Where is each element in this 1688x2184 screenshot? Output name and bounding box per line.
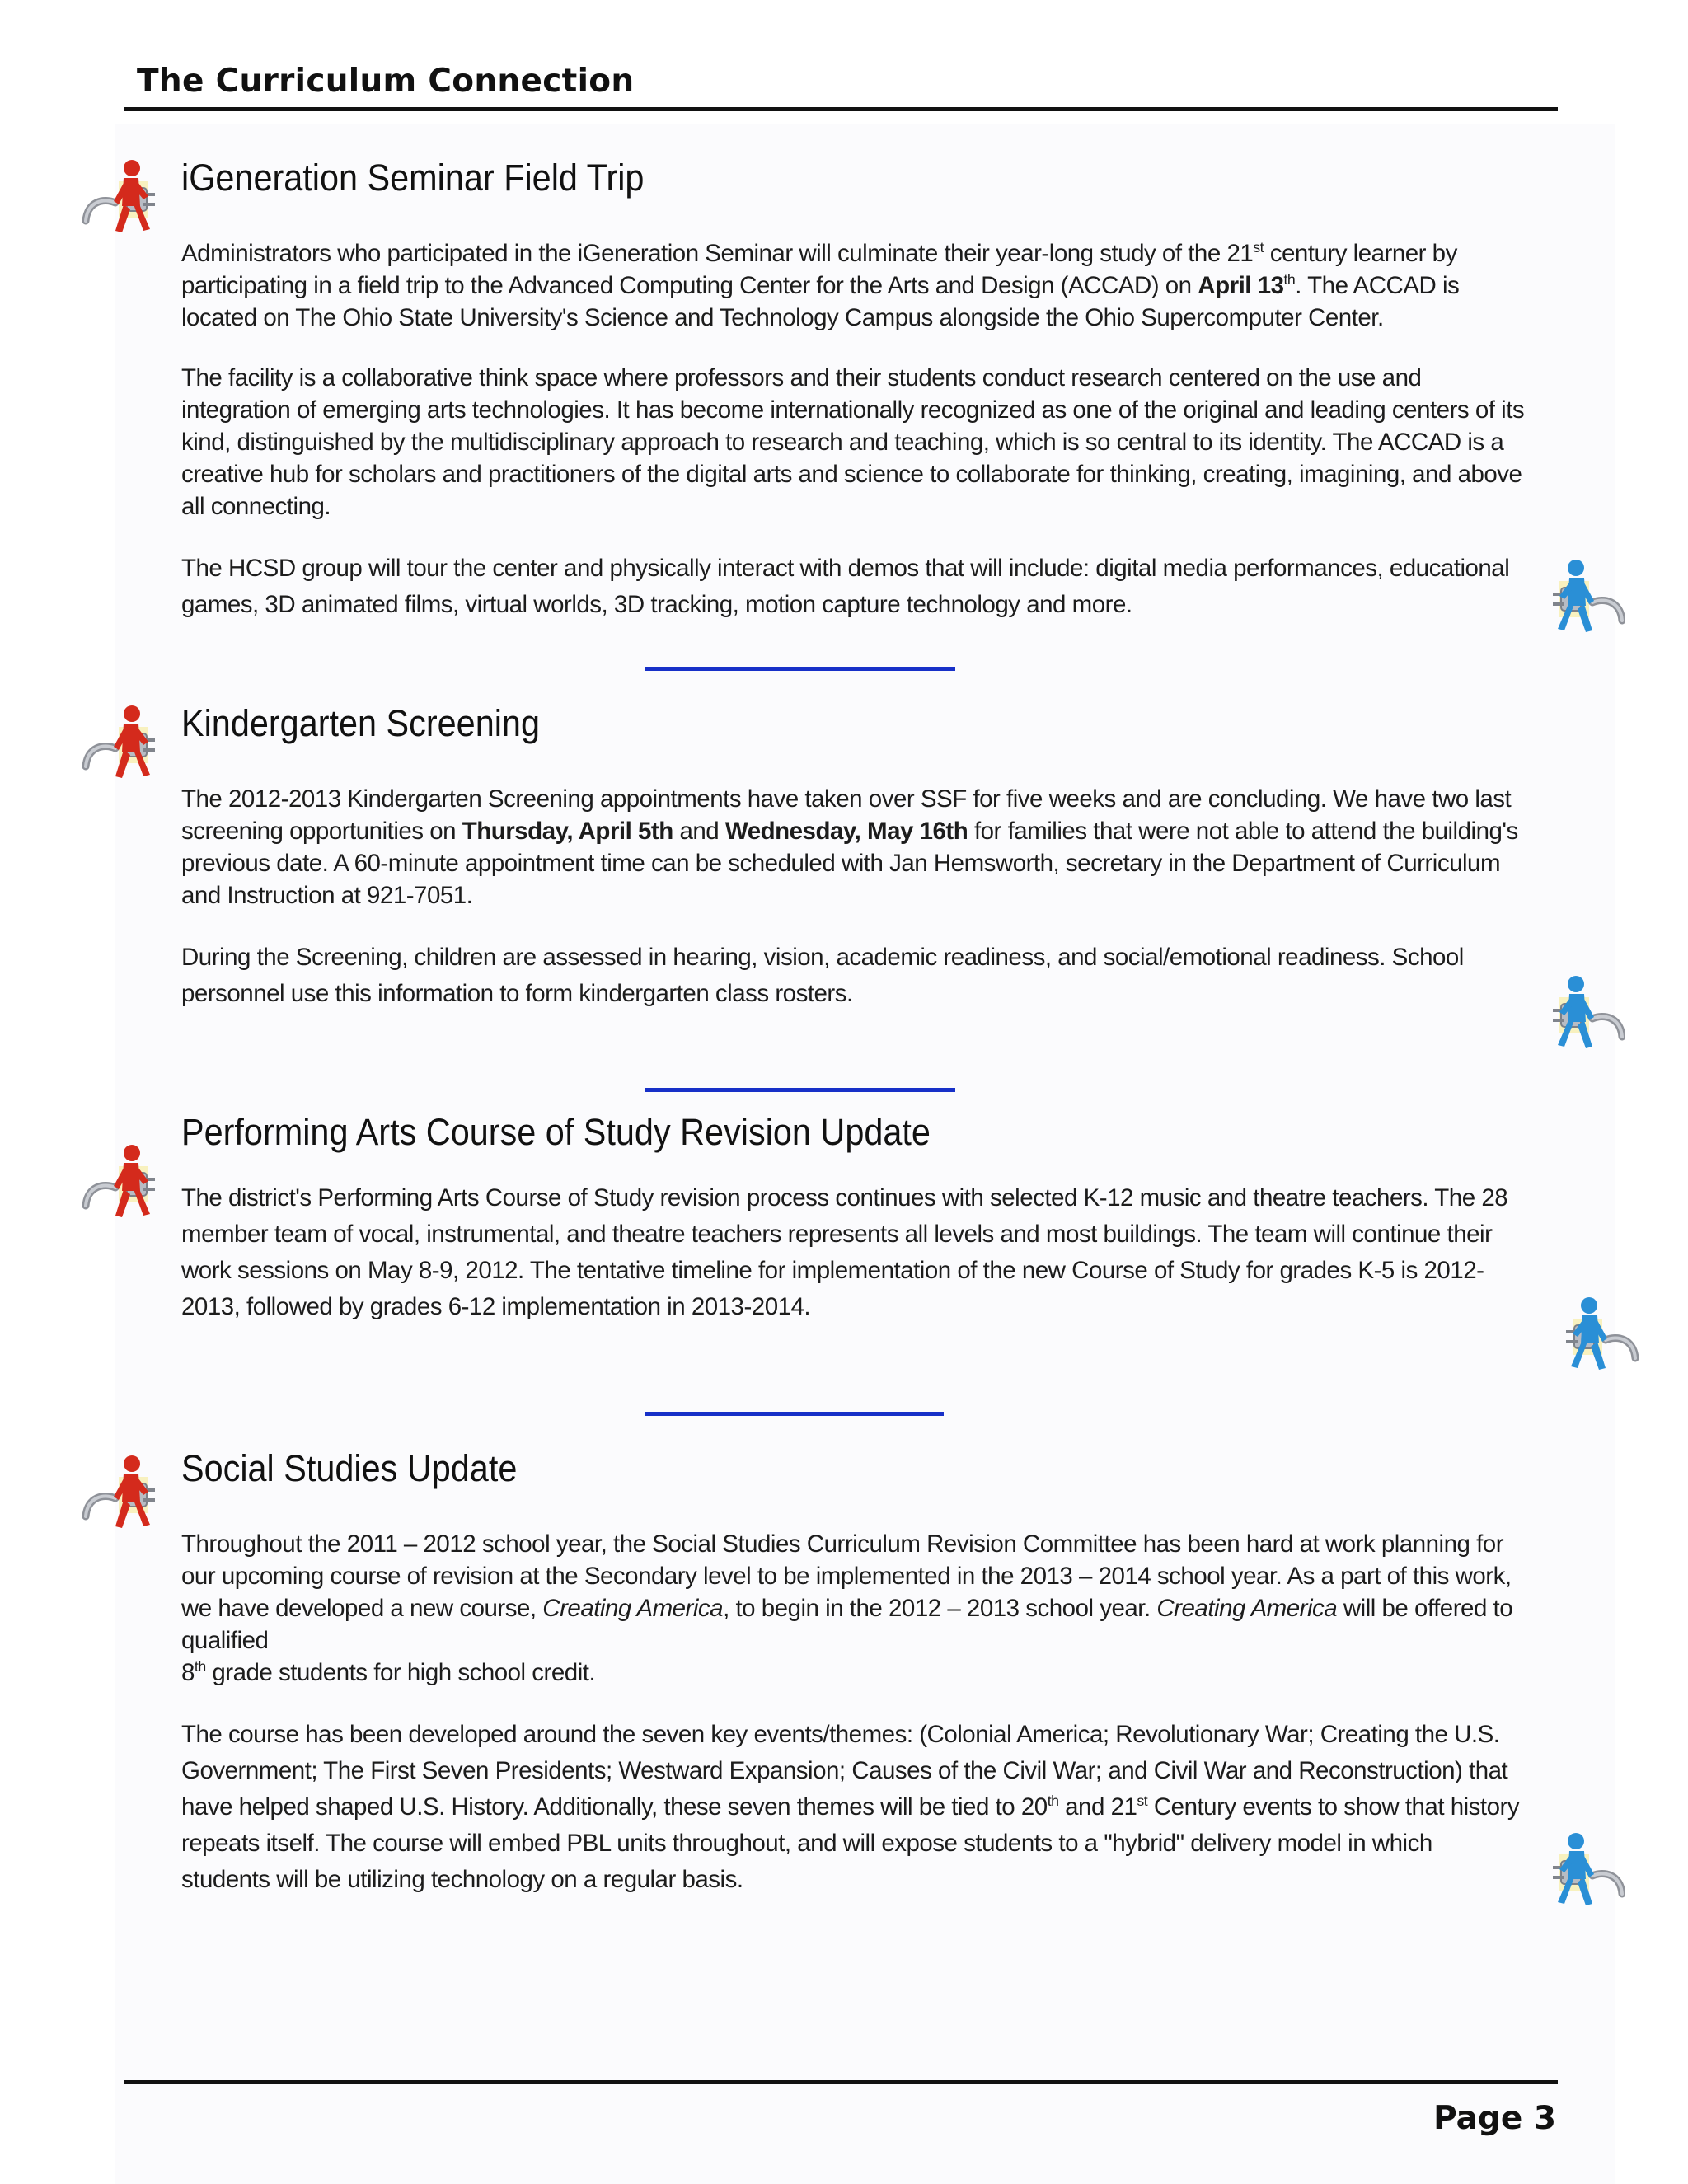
article-igeneration: [181, 157, 1525, 651]
article-title: Performing Arts Course of Study Revision Update: [181, 1111, 931, 1153]
blue-figure-plug-icon: [1535, 1830, 1625, 1920]
red-figure-plug-icon: [82, 702, 173, 793]
article-title: iGeneration Seminar Field Trip: [181, 157, 645, 199]
article-paragraph: Administrators who participated in the iGeneration Seminar will culminate their year-long study of the 21st century learner by participating in a field trip to the Advanced Computing Center for the Arts and Design (ACCAD) on April 13th. The ACCAD is located on The Ohio State University's Science and Technology Campus alongside the Ohio Supercomputer Center.: [181, 239, 1460, 331]
section-divider: [645, 667, 955, 671]
section-divider: [645, 1088, 955, 1092]
blue-figure-plug-icon: [1535, 556, 1625, 647]
article-paragraph: The course has been developed around the seven key events/themes: (Colonial America; Revolutionary War; Creating the U.S. Government; The First Seven Presidents; Westward Expansion; Causes of the Civil War; and Civil War and Reconstruction) that have helped shaped U.S. History. Additionally, these seven themes will be tied to 20th and 21st Century events to show that history repeats itself. The course will embed PBL units throughout, and will expose students to a "hybrid" delivery model in which students will be utilizing technology on a regular basis.: [181, 1721, 1520, 1893]
page-number: Page 3: [1433, 2100, 1556, 2137]
blue-figure-plug-icon: [1548, 1294, 1639, 1385]
red-figure-plug-icon: [82, 1452, 173, 1543]
article-title: Social Studies Update: [181, 1447, 518, 1489]
article-performing-arts: [181, 1111, 1525, 1353]
article-paragraph: Throughout the 2011 – 2012 school year, the Social Studies Curriculum Revision Committee has been hard at work planning for our upcoming course of revision at the Secondary level to be implemented in the 2013 – 2014 school year. As a part of this work, we have developed a new course, Creating America, to begin in the 2012 – 2013 school year. Creating America will be offered to qualified 8th grade students for high school credit.: [181, 1530, 1513, 1686]
article-kindergarten-screening: [181, 702, 1525, 1040]
article-paragraph: The facility is a collaborative think space where professors and their students conduct research centered on the use and integration of emerging arts technologies. It has become internationally recognized as one of the original and leading centers of its kind, distinguished by the multidisciplinary approach to research and teaching, which is so central to its identity. The ACCAD is a creative hub for scholars and practitioners of the digital arts and science to collaborate for thinking, creating, imagining, and above all connecting.: [181, 364, 1525, 520]
article-paragraph: The district's Performing Arts Course of Study revision process continues with selected K-12 music and theatre teachers. The 28 member team of vocal, instrumental, and theatre teachers represents all levels and most buildings. The team will continue their work sessions on May 8-9, 2012. The tentative timeline for implementation of the new Course of Study for grades K-5 is 2012-2013, followed by grades 6-12 implementation in 2013-2014.: [181, 1184, 1508, 1320]
article-paragraph: The 2012-2013 Kindergarten Screening appointments have taken over SSF for five weeks and are concluding. We have two last screening opportunities on Thursday, April 5th and Wednesday, May 16th for families that were not able to attend the building's previous date. A 60-minute appointment time can be scheduled with Jan Hemsworth, secretary in the Department of Curriculum and Instruction at 921-7051.: [181, 785, 1518, 909]
article-paragraph: The HCSD group will tour the center and physically interact with demos that will include: digital media performances, educational games, 3D animated films, virtual worlds, 3D tracking, motion capture technology and more.: [181, 555, 1510, 618]
blue-figure-plug-icon: [1535, 972, 1625, 1063]
newsletter-title: The Curriculum Connection: [137, 63, 635, 100]
section-divider: [645, 1412, 944, 1416]
article-title: Kindergarten Screening: [181, 702, 540, 744]
footer-rule: [124, 2080, 1558, 2084]
red-figure-plug-icon: [82, 1141, 173, 1232]
article-social-studies: [181, 1447, 1525, 1926]
red-figure-plug-icon: [82, 157, 173, 247]
article-paragraph: During the Screening, children are assessed in hearing, vision, academic readiness, and social/emotional readiness. School personnel use this information to form kindergarten class rosters.: [181, 944, 1464, 1007]
header-rule: [124, 107, 1558, 111]
